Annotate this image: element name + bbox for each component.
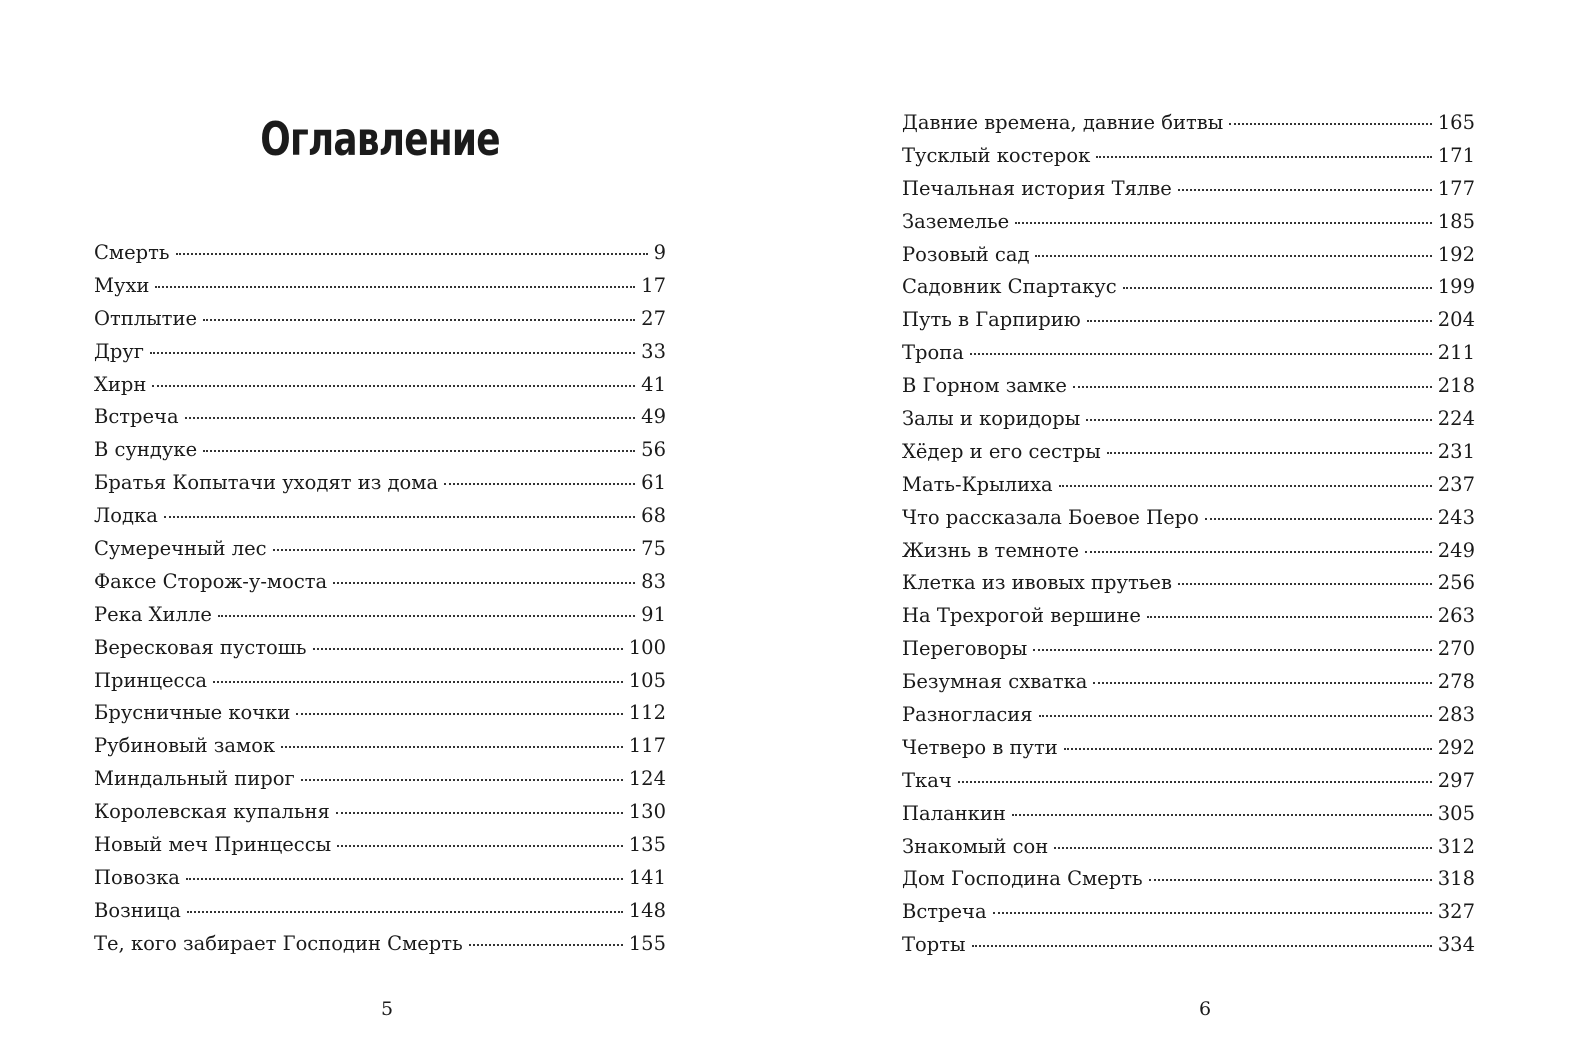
- toc-entry: [94, 599, 666, 632]
- toc-entry-page: 224: [1437, 407, 1475, 431]
- toc-title: Оглавление: [260, 112, 500, 166]
- dot-leader: [1059, 484, 1432, 487]
- dot-leader: [213, 680, 623, 683]
- dot-leader: [313, 647, 623, 650]
- dot-leader: [444, 482, 635, 485]
- toc-entry: [902, 535, 1475, 568]
- dot-leader: [1178, 582, 1432, 585]
- toc-entry-title: Те, кого забирает Господин Смерть: [94, 931, 463, 955]
- toc-entry: [94, 665, 666, 698]
- dot-leader: [1123, 286, 1432, 289]
- toc-entry-title: Брусничные кочки: [94, 701, 291, 725]
- toc-entry-title: Мухи: [94, 273, 150, 297]
- toc-entry: [902, 666, 1475, 699]
- toc-entry-title: Разногласия: [902, 703, 1033, 727]
- dot-leader: [469, 943, 623, 946]
- toc-entry-page: 192: [1437, 242, 1475, 266]
- toc-entry-title: Отплытие: [94, 306, 198, 330]
- dot-leader: [186, 877, 623, 880]
- toc-entry-title: В Горном замке: [902, 374, 1067, 398]
- toc-entry-title: Новый меч Принцессы: [94, 833, 332, 857]
- toc-entry: [902, 370, 1475, 403]
- dot-leader: [1178, 188, 1432, 191]
- toc-entry-title: Тусклый костерок: [902, 143, 1091, 167]
- left-page: [0, 0, 785, 1048]
- toc-entry-page: 17: [641, 273, 666, 297]
- dot-leader: [1015, 221, 1432, 224]
- toc-entry-title: Знакомый сон: [902, 834, 1049, 858]
- dot-leader: [218, 614, 635, 617]
- dot-leader: [301, 778, 623, 781]
- toc-entry-title: Встреча: [902, 900, 987, 924]
- toc-entry: [902, 798, 1475, 831]
- toc-entry-page: 117: [628, 734, 666, 758]
- toc-entry: [94, 237, 666, 270]
- toc-entry: [902, 929, 1475, 962]
- dot-leader: [187, 910, 623, 913]
- dot-leader: [1147, 615, 1432, 618]
- toc-entry-title: Тропа: [902, 341, 964, 365]
- toc-entry-title: Давние времена, давние битвы: [902, 111, 1224, 134]
- dot-leader: [333, 581, 635, 584]
- dot-leader: [1096, 155, 1431, 158]
- dot-leader: [164, 515, 635, 518]
- toc-entry-title: Паланкин: [902, 801, 1006, 825]
- toc-entry-title: Повозка: [94, 865, 180, 889]
- toc-entry: [94, 697, 666, 730]
- toc-entry: [94, 763, 666, 796]
- toc-entry: [902, 469, 1475, 502]
- dot-leader: [972, 944, 1432, 947]
- toc-entry: [902, 502, 1475, 535]
- toc-entry-page: 27: [641, 306, 666, 330]
- toc-entry-page: 204: [1437, 308, 1475, 332]
- dot-leader: [1054, 846, 1432, 849]
- toc-entry: [902, 206, 1475, 239]
- toc-entry: [94, 730, 666, 763]
- toc-entry: [902, 337, 1475, 370]
- dot-leader: [1033, 648, 1432, 651]
- toc-entry-title: Сумеречный лес: [94, 537, 267, 561]
- toc-entry: [94, 369, 666, 402]
- toc-entry-page: 283: [1437, 703, 1475, 727]
- dot-leader: [1087, 319, 1432, 322]
- toc-list-right: [902, 107, 1475, 962]
- toc-entry: [94, 500, 666, 533]
- toc-entry-page: 270: [1437, 637, 1475, 661]
- toc-entry-title: Друг: [94, 339, 145, 363]
- dot-leader: [185, 416, 636, 419]
- toc-entry-page: 218: [1437, 374, 1475, 398]
- toc-entry: [902, 107, 1475, 140]
- toc-entry-title: Хёдер и его сестры: [902, 439, 1101, 463]
- toc-entry-title: Королевская купальня: [94, 800, 330, 824]
- toc-entry-page: 211: [1437, 341, 1475, 365]
- toc-entry-page: 56: [641, 438, 666, 462]
- toc-entry-title: Лодка: [94, 504, 158, 528]
- toc-entry-title: Дом Господина Смерть: [902, 867, 1143, 891]
- toc-entry: [94, 303, 666, 336]
- toc-entry-page: 177: [1437, 176, 1475, 200]
- toc-entry-page: 100: [628, 635, 666, 659]
- dot-leader: [296, 712, 622, 715]
- dot-leader: [176, 252, 648, 255]
- toc-entry-title: Ткач: [902, 768, 952, 792]
- toc-entry-title: Братья Копытачи уходят из дома: [94, 471, 439, 495]
- toc-entry-title: Клетка из ивовых прутьев: [902, 571, 1172, 595]
- toc-entry-page: 165: [1437, 111, 1475, 134]
- toc-entry: [94, 467, 666, 500]
- toc-entry: [902, 896, 1475, 929]
- toc-entry-page: 249: [1437, 538, 1475, 562]
- toc-entry: [902, 140, 1475, 173]
- dot-leader: [1012, 813, 1432, 816]
- toc-entry-title: Что рассказала Боевое Перо: [902, 505, 1199, 529]
- dot-leader: [203, 449, 635, 452]
- toc-entry-page: 135: [628, 833, 666, 857]
- toc-entry-page: 256: [1437, 571, 1475, 595]
- toc-entry-title: Печальная история Тялве: [902, 176, 1172, 200]
- dot-leader: [1086, 418, 1432, 421]
- toc-entry: [902, 600, 1475, 633]
- dot-leader: [1107, 451, 1432, 454]
- dot-leader: [1149, 878, 1432, 881]
- toc-entry-title: Хирн: [94, 372, 147, 396]
- toc-entry-title: Путь в Гарпирию: [902, 308, 1081, 332]
- toc-entry-title: Садовник Спартакус: [902, 275, 1117, 299]
- toc-entry-page: 68: [641, 504, 666, 528]
- toc-entry-page: 237: [1437, 472, 1475, 496]
- dot-leader: [203, 318, 635, 321]
- toc-entry: [94, 401, 666, 434]
- dot-leader: [1073, 385, 1432, 388]
- dot-leader: [336, 811, 623, 814]
- toc-entry-title: Смерть: [94, 241, 170, 264]
- toc-entry-title: На Трехрогой вершине: [902, 604, 1141, 628]
- toc-entry: [902, 831, 1475, 864]
- toc-entry: [94, 829, 666, 862]
- toc-entry-title: Заземелье: [902, 209, 1010, 233]
- toc-entry-page: 292: [1437, 735, 1475, 759]
- toc-entry-title: Мать-Крылиха: [902, 472, 1053, 496]
- toc-entry: [94, 796, 666, 829]
- dot-leader: [1093, 681, 1431, 684]
- dot-leader: [281, 745, 623, 748]
- toc-entry: [902, 732, 1475, 765]
- toc-entry-title: Четверо в пути: [902, 735, 1058, 759]
- toc-entry-page: 231: [1437, 439, 1475, 463]
- toc-entry-page: 155: [628, 931, 666, 955]
- toc-entry: [902, 271, 1475, 304]
- toc-entry: [94, 632, 666, 665]
- toc-entry-page: 141: [628, 865, 666, 889]
- toc-entry-title: Торты: [902, 933, 966, 957]
- toc-entry: [902, 403, 1475, 436]
- toc-entry: [902, 173, 1475, 206]
- toc-entry-page: 83: [641, 569, 666, 593]
- dot-leader: [1035, 254, 1431, 257]
- dot-leader: [1039, 714, 1432, 717]
- toc-entry-page: 9: [653, 241, 666, 264]
- toc-entry: [94, 336, 666, 369]
- toc-entry-page: 112: [628, 701, 666, 725]
- toc-entry-page: 278: [1437, 670, 1475, 694]
- toc-entry-page: 91: [641, 602, 666, 626]
- dot-leader: [1205, 517, 1432, 520]
- toc-entry: [902, 765, 1475, 798]
- toc-entry: [94, 862, 666, 895]
- right-page: [785, 0, 1571, 1048]
- toc-entry-title: Розовый сад: [902, 242, 1030, 266]
- toc-entry: [94, 566, 666, 599]
- toc-entry: [94, 270, 666, 303]
- toc-entry-page: 318: [1437, 867, 1475, 891]
- dot-leader: [958, 780, 1432, 783]
- toc-entry-title: Переговоры: [902, 637, 1028, 661]
- toc-entry-title: Возница: [94, 898, 181, 922]
- toc-entry-page: 312: [1437, 834, 1475, 858]
- toc-entry-page: 243: [1437, 505, 1475, 529]
- page-number-right: 6: [1199, 998, 1212, 1020]
- dot-leader: [155, 285, 635, 288]
- toc-entry: [902, 567, 1475, 600]
- toc-entry-title: Принцесса: [94, 668, 208, 692]
- toc-entry-title: Факсе Сторож-у-моста: [94, 569, 328, 593]
- toc-entry-title: Рубиновый замок: [94, 734, 276, 758]
- toc-entry-page: 61: [641, 471, 666, 495]
- toc-entry: [94, 434, 666, 467]
- toc-list-left: [94, 237, 666, 961]
- dot-leader: [152, 384, 635, 387]
- dot-leader: [273, 548, 636, 551]
- dot-leader: [1229, 122, 1431, 125]
- toc-entry-page: 105: [628, 668, 666, 692]
- toc-entry: [902, 633, 1475, 666]
- toc-entry-page: 185: [1437, 209, 1475, 233]
- dot-leader: [337, 844, 623, 847]
- toc-entry: [902, 863, 1475, 896]
- dot-leader: [970, 352, 1432, 355]
- dot-leader: [993, 911, 1432, 914]
- toc-entry-page: 297: [1437, 768, 1475, 792]
- toc-entry-title: В сундуке: [94, 438, 198, 462]
- toc-entry: [94, 533, 666, 566]
- toc-entry-title: Река Хилле: [94, 602, 212, 626]
- toc-entry-title: Жизнь в темноте: [902, 538, 1080, 562]
- toc-entry-page: 148: [628, 898, 666, 922]
- toc-entry-page: 49: [641, 405, 666, 429]
- dot-leader: [1064, 747, 1432, 750]
- toc-entry-title: Вересковая пустошь: [94, 635, 307, 659]
- toc-entry: [902, 436, 1475, 469]
- toc-entry: [94, 928, 666, 961]
- toc-entry-page: 130: [628, 800, 666, 824]
- toc-entry-page: 263: [1437, 604, 1475, 628]
- toc-entry: [902, 304, 1475, 337]
- toc-entry-page: 327: [1437, 900, 1475, 924]
- toc-entry-page: 171: [1437, 143, 1475, 167]
- toc-entry-title: Миндальный пирог: [94, 767, 295, 791]
- dot-leader: [1085, 550, 1432, 553]
- toc-entry-page: 41: [641, 372, 666, 396]
- toc-entry: [902, 699, 1475, 732]
- toc-entry-page: 305: [1437, 801, 1475, 825]
- toc-entry: [94, 895, 666, 928]
- dot-leader: [150, 351, 635, 354]
- toc-entry-page: 33: [641, 339, 666, 363]
- toc-entry-page: 75: [641, 537, 666, 561]
- toc-entry-page: 199: [1437, 275, 1475, 299]
- toc-entry-title: Залы и коридоры: [902, 407, 1081, 431]
- toc-entry: [902, 239, 1475, 272]
- toc-entry-page: 124: [628, 767, 666, 791]
- page-number-left: 5: [381, 998, 394, 1020]
- toc-entry-title: Безумная схватка: [902, 670, 1088, 694]
- toc-entry-page: 334: [1437, 933, 1475, 957]
- toc-entry-title: Встреча: [94, 405, 179, 429]
